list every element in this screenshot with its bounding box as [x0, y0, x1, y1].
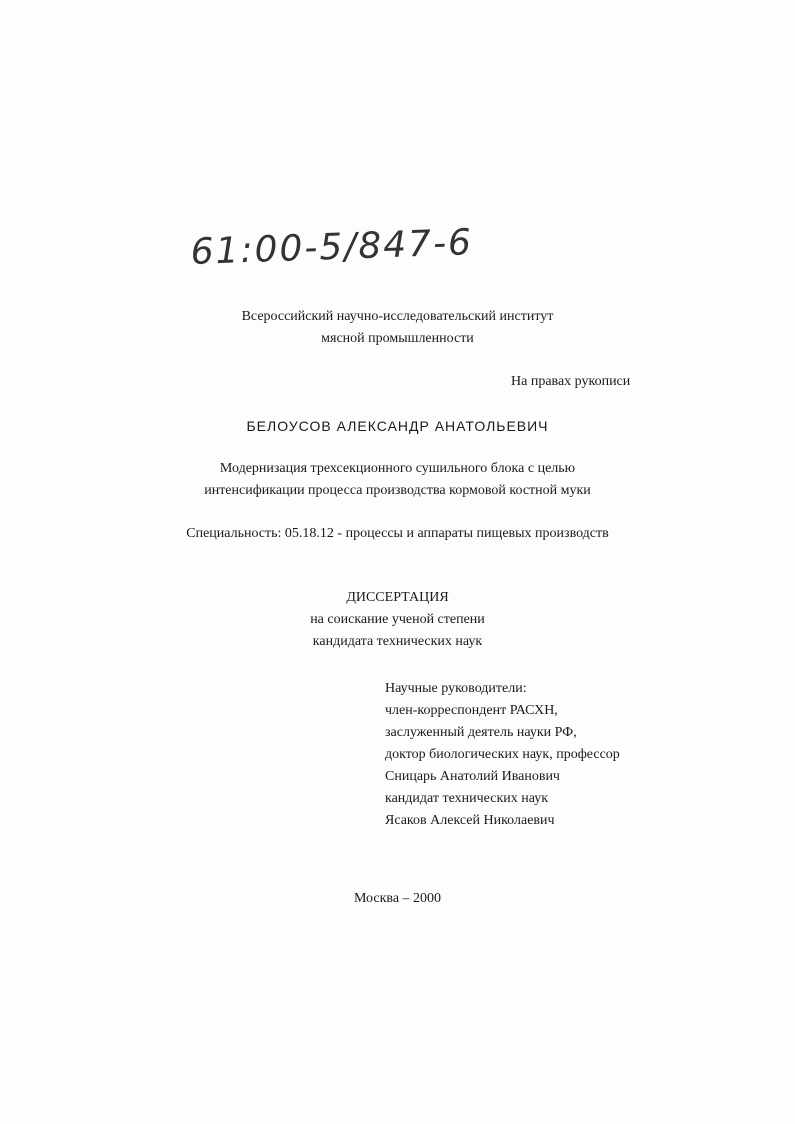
supervisors-heading: Научные руководители:	[385, 681, 527, 696]
supervisor-line: доктор биологических наук, профессор	[385, 747, 620, 762]
city-year: Москва – 2000	[353, 891, 442, 906]
manuscript-rights: На правах рукописи	[511, 374, 631, 389]
specialty: Специальность: 05.18.12 - процессы и аппараты пищевых производств	[186, 526, 609, 541]
title-line-1: Модернизация трехсекционного сушильного блока с целью	[219, 461, 576, 476]
title-line-2: интенсификации процесса производства кормовой костной муки	[204, 483, 591, 498]
supervisor-line: кандидат технических наук	[385, 791, 549, 806]
supervisors-block	[385, 678, 620, 832]
work-type-title: ДИССЕРТАЦИЯ	[346, 590, 449, 605]
supervisor-name: Сницарь Анатолий Иванович	[385, 769, 560, 784]
author-name: БЕЛОУСОВ АЛЕКСАНДР АНАТОЛЬЕВИЧ	[246, 418, 549, 434]
institute-line-2: мясной промышленности	[321, 331, 474, 346]
work-type-line-3: кандидата технических наук	[312, 634, 483, 649]
work-type-line-2: на соискание ученой степени	[310, 612, 485, 627]
handwritten-archive-number: 61:00-5/847-6	[190, 222, 474, 273]
supervisor-name: Ясаков Алексей Николаевич	[385, 813, 555, 828]
institute-line-1: Всероссийский научно-исследовательский институт	[241, 309, 554, 324]
supervisor-line: заслуженный деятель науки РФ,	[385, 725, 577, 740]
supervisor-line: член-корреспондент РАСХН,	[385, 703, 558, 718]
